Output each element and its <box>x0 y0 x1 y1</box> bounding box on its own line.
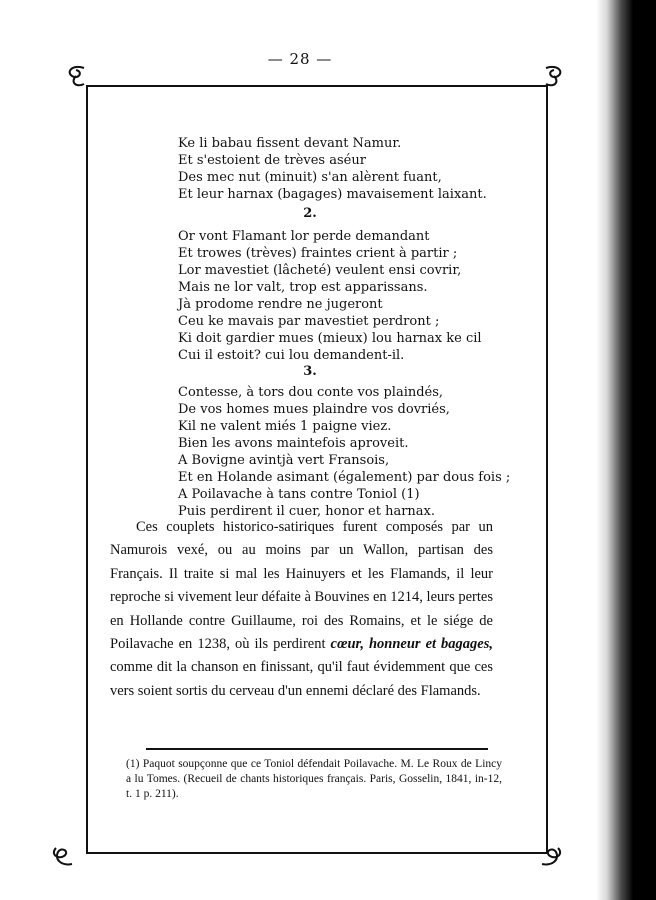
verse-line: Et en Holande asimant (également) par dous fois ; <box>178 470 511 485</box>
verse-line: De vos homes mues plaindre vos dovriés, <box>178 402 450 417</box>
book-gutter-shadow <box>596 0 656 900</box>
verse-line: Ke li babau fissent devant Namur. <box>178 136 402 151</box>
footnote-marker: (1) <box>126 758 140 770</box>
verse-line: A Bovigne avintjà vert Fransois, <box>178 453 390 468</box>
stanza-number: 2. <box>303 206 317 221</box>
footnote-text: Paquot soupçonne que ce Toniol défendait Poilavache. M. Le Roux de Lincy a lu Tomes. (Recueil de chants historiques français. Paris, Gosselin, 1841, in-12, t. 1 p. 211). <box>126 758 502 800</box>
verse-line: Et trowes (trèves) fraintes crient à partir ; <box>178 246 458 261</box>
footnote-divider <box>146 748 488 750</box>
page-number: — 28 — <box>267 50 333 68</box>
corner-ornament-icon <box>48 842 76 870</box>
verse-line: Bien les avons maintefois aproveit. <box>178 436 409 451</box>
commentary-text-end: comme dit la chanson en finissant, qu'il faut évidemment que ces vers soient sortis du cerveau d'un ennemi déclaré des Flamands. <box>110 659 493 699</box>
verse-line: Or vont Flamant lor perde demandant <box>178 229 430 244</box>
commentary-emphasis: cœur, honneur et bagages, <box>330 636 493 653</box>
verse-line: Puis perdirent il cuer, honor et harnax. <box>178 504 435 519</box>
verse-line: Mais ne lor valt, trop est apparissans. <box>178 280 428 295</box>
corner-ornament-icon <box>540 62 568 90</box>
commentary-text: Ces couplets historico-satiriques furent composés par un Namurois vexé, ou au moins par un Wallon, partisan des Français. Il traite si mal les Hainuyers et les Flamands, il leur reproche si vivement leur défaite à Bouvines en 1214, leurs pertes en Hollande contre Guillaume, roi des Romains, et le siége de Poilavache en 1238, où ils perdirent <box>110 519 493 653</box>
verse-line: Des mec nut (minuit) s'an alèrent fuant, <box>178 170 442 185</box>
verse-line: Contesse, à tors dou conte vos plaindés, <box>178 385 444 400</box>
footnote <box>126 757 502 802</box>
commentary-paragraph <box>110 516 493 703</box>
corner-ornament-icon <box>62 62 90 90</box>
corner-ornament-icon <box>538 842 566 870</box>
verse-line: Lor mavestiet (lâcheté) veulent ensi covrir, <box>178 263 462 278</box>
stanza-number: 3. <box>303 364 317 379</box>
verse-line: Ki doit gardier mues (mieux) lou harnax ke cil <box>178 331 482 346</box>
verse-line: Kil ne valent miés 1 paigne viez. <box>178 419 392 434</box>
verse-line: A Poilavache à tans contre Toniol (1) <box>178 487 420 502</box>
verse-line: Jà prodome rendre ne jugeront <box>178 297 383 312</box>
verse-stanza-2 <box>178 228 482 364</box>
verse-line: Et leur harnax (bagages) mavaisement laixant. <box>178 187 487 202</box>
verse-line: Cui il estoit? cui lou demandent-il. <box>178 348 405 363</box>
verse-stanza-1 <box>178 135 487 203</box>
verse-stanza-3 <box>178 384 510 520</box>
verse-line: Et s'estoient de trèves aséur <box>178 153 366 168</box>
verse-line: Ceu ke mavais par mavestiet perdront ; <box>178 314 440 329</box>
